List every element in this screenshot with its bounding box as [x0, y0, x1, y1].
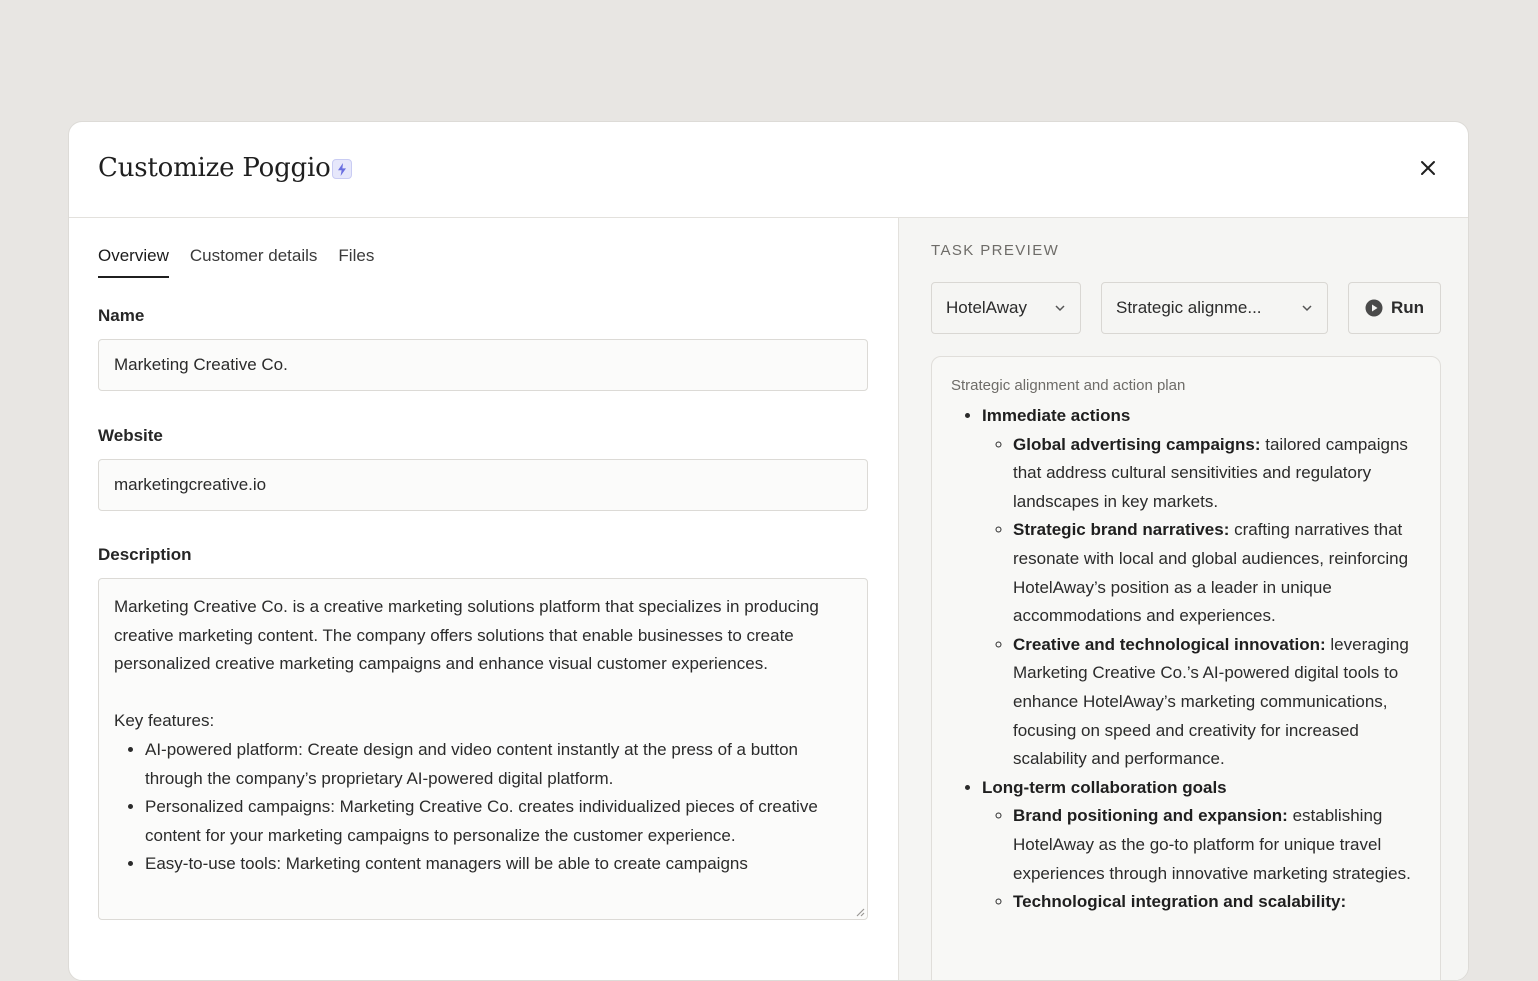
tab-files[interactable]: Files	[338, 246, 375, 265]
output-title: Strategic alignment and action plan	[951, 377, 1186, 394]
description-textarea[interactable]	[98, 578, 868, 920]
section-heading: Long-term collaboration goals	[982, 777, 1227, 797]
tab-bar	[98, 246, 395, 278]
task-output-card	[931, 356, 1441, 981]
name-input[interactable]	[98, 339, 868, 391]
list-item	[1013, 431, 1421, 517]
resize-handle-icon[interactable]	[853, 905, 865, 917]
feature-item: • Personalized campaigns: Marketing Creative Co. creates individualized pieces of creative content for your marketing campaigns to personalize the customer experience.	[145, 793, 852, 850]
feature-item: • AI-powered platform: Create design and video content instantly at the press of a button through the company’s proprietary AI-powered digital platform.	[145, 736, 852, 793]
name-label: Name	[98, 306, 145, 325]
customer-select[interactable]	[931, 282, 1081, 334]
website-value: marketingcreative.io	[114, 475, 267, 494]
item-bold: Technological integration and scalability:	[1013, 892, 1347, 912]
overview-pane	[69, 218, 899, 980]
list-item	[1013, 631, 1421, 774]
item-bold: Creative and technological innovation:	[1013, 634, 1326, 654]
tab-customer-details[interactable]: Customer details	[189, 246, 318, 265]
description-intro: Marketing Creative Co. is a creative marketing solutions platform that specializes in producing creative marketing content. The company offers solutions that enable businesses to create personalized creative marketing campaigns and enhance visual customer experiences.	[114, 597, 819, 674]
tab-overview[interactable]: Overview	[98, 246, 169, 278]
feature-item: • Easy-to-use tools: Marketing content managers will be able to create campaigns	[145, 850, 852, 879]
close-icon[interactable]	[1416, 156, 1440, 180]
modal-title: Customize Poggio	[98, 153, 331, 183]
description-label: Description	[98, 545, 192, 564]
list-item	[1013, 516, 1421, 630]
website-input[interactable]	[98, 459, 868, 511]
features-list	[114, 736, 852, 879]
item-text: establishing HotelAway as the go-to platform for unique travel experiences through innovative marketing strategies.	[1013, 806, 1411, 883]
modal-header	[69, 122, 1468, 218]
item-text: tailored campaigns that address cultural sensitivities and regulatory landscapes in key markets.	[1013, 434, 1408, 511]
output-sections	[951, 402, 1421, 917]
item-bold: Strategic brand narratives:	[1013, 520, 1230, 540]
item-bold: Brand positioning and expansion:	[1013, 806, 1288, 826]
chevron-down-icon	[1301, 304, 1313, 312]
customer-select-value: HotelAway	[946, 298, 1027, 317]
section-heading: Immediate actions	[982, 406, 1131, 425]
list-item	[1013, 888, 1421, 917]
chevron-down-icon	[1054, 304, 1066, 312]
run-button[interactable]	[1348, 282, 1441, 334]
task-select[interactable]	[1101, 282, 1328, 334]
task-preview-pane	[899, 218, 1468, 980]
section-item	[982, 402, 1421, 774]
item-text: leveraging Marketing Creative Co.’s AI-powered digital tools to enhance HotelAway’s marketing communications, focusing on speed and creativity for increased scalability and performance.	[1013, 634, 1409, 769]
section-item	[982, 774, 1421, 917]
item-bold: Global advertising campaigns:	[1013, 434, 1261, 454]
bolt-icon	[332, 159, 352, 179]
key-features-heading: Key features:	[114, 711, 215, 731]
item-text: crafting narratives that resonate with local and global audiences, reinforcing HotelAway’s position as a leader in unique accommodations and experiences.	[1013, 520, 1409, 626]
customize-modal	[68, 121, 1469, 981]
list-item	[1013, 802, 1421, 888]
task-preview-caption: TASK PREVIEW	[931, 242, 1060, 259]
name-value: Marketing Creative Co.	[114, 355, 288, 374]
play-circle-icon	[1365, 299, 1383, 317]
task-select-value: Strategic alignme...	[1116, 298, 1262, 317]
run-label: Run	[1390, 298, 1425, 317]
website-label: Website	[98, 426, 163, 445]
